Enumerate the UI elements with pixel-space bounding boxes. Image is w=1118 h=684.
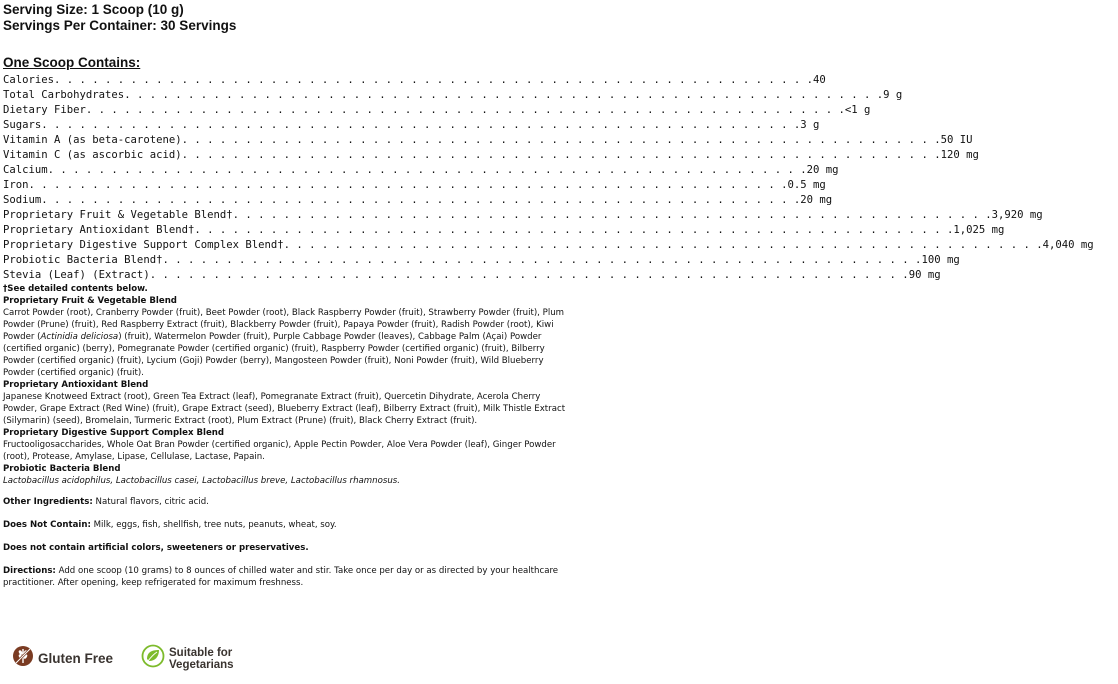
no-artificial-note: Does not contain artificial colors, sweeteners or preservatives. <box>3 543 309 553</box>
blend-digestive <box>3 427 575 463</box>
wheat-icon <box>12 645 34 672</box>
leader-dots: . . . . . . . . . . . . . . . . . . . . . . . . . . . . . . . . . . . . . . . . . . . . . . . . . . . . . . . . . . . . <box>54 74 814 86</box>
nutrient-name: Probiotic Bacteria Blend† <box>3 254 163 266</box>
nutrient-value: 3 g <box>800 119 820 131</box>
nutrient-row <box>3 253 960 268</box>
blend-title: Probiotic Bacteria Blend <box>3 464 121 474</box>
leader-dots: . . . . . . . . . . . . . . . . . . . . . . . . . . . . . . . . . . . . . . . . . . . . . . . . . . . . . . . . . . . . <box>28 179 788 191</box>
leader-dots: . . . . . . . . . . . . . . . . . . . . . . . . . . . . . . . . . . . . . . . . . . . . . . . . . . . . . . . . . . . . <box>181 149 941 161</box>
nutrient-row <box>3 193 833 208</box>
directions-text: Add one scoop (10 grams) to 8 ounces of chilled water and stir. Take once per day or as directed by your healthcare practitioner. After opening, keep refrigerated for maximum freshness. <box>3 566 559 588</box>
nutrient-value: 20 mg <box>800 194 833 206</box>
blend-ingredients: Fructooligosaccharides, Whole Oat Bran Powder (certified organic), Apple Pectin Powder, Aloe Vera Powder (leaf), Ginger Powder (root), Protease, Amylase, Lipase, Cellulase, Lactase, Papain. <box>3 440 556 462</box>
leader-dots: . . . . . . . . . . . . . . . . . . . . . . . . . . . . . . . . . . . . . . . . . . . . . . . . . . . . . . . . . . . . <box>85 104 845 116</box>
nutrient-row <box>3 103 871 118</box>
does-not-contain-text: Milk, eggs, fish, shellfish, tree nuts, peanuts, wheat, soy. <box>90 520 337 530</box>
nutrient-name: Vitamin C (as ascorbic acid) <box>3 149 182 161</box>
nutrient-row <box>3 238 1094 253</box>
leader-dots: . . . . . . . . . . . . . . . . . . . . . . . . . . . . . . . . . . . . . . . . . . . . . . . . . . . . . . . . . . . . <box>194 224 954 236</box>
nutrient-row <box>3 133 973 148</box>
leader-dots: . . . . . . . . . . . . . . . . . . . . . . . . . . . . . . . . . . . . . . . . . . . . . . . . . . . . . . . . . . . . <box>232 209 992 221</box>
nutrient-value: 100 mg <box>921 254 960 266</box>
nutrient-row <box>3 268 941 283</box>
nutrient-list <box>3 73 1094 283</box>
nutrient-name: Calories <box>3 74 55 86</box>
other-ingredients-text: Natural flavors, citric acid. <box>92 497 209 507</box>
does-not-contain <box>3 519 575 531</box>
contains-heading: One Scoop Contains: <box>3 55 141 70</box>
leaf-icon <box>141 644 165 673</box>
nutrient-row <box>3 178 826 193</box>
leader-dots: . . . . . . . . . . . . . . . . . . . . . . . . . . . . . . . . . . . . . . . . . . . . . . . . . . . . . . . . . . . . <box>181 134 941 146</box>
leader-dots: . . . . . . . . . . . . . . . . . . . . . . . . . . . . . . . . . . . . . . . . . . . . . . . . . . . . . . . . . . . . <box>283 239 1043 251</box>
nutrient-name: Calcium <box>3 164 48 176</box>
nutrient-value: 90 mg <box>908 269 941 281</box>
nutrient-name: Total Carbohydrates <box>3 89 125 101</box>
gluten-free-label: Gluten Free <box>38 651 114 666</box>
nutrient-name: Sodium <box>3 194 42 206</box>
does-not-contain-label: Does Not Contain: <box>3 520 91 530</box>
leader-dots: . . . . . . . . . . . . . . . . . . . . . . . . . . . . . . . . . . . . . . . . . . . . . . . . . . . . . . . . . . . . <box>41 194 801 206</box>
other-ingredients-label: Other Ingredients: <box>3 497 93 507</box>
nutrient-value: <1 g <box>844 104 871 116</box>
nutrient-value: 20 mg <box>806 164 839 176</box>
servings-per-container: Servings Per Container: 30 Servings <box>3 18 237 33</box>
blend-probiotic <box>3 463 575 487</box>
nutrient-value: 4,040 mg <box>1042 239 1094 251</box>
blend-fruit-veg <box>3 295 575 379</box>
leader-dots: . . . . . . . . . . . . . . . . . . . . . . . . . . . . . . . . . . . . . . . . . . . . . . . . . . . . . . . . . . . . <box>124 89 884 101</box>
blend-title: Proprietary Antioxidant Blend <box>3 380 149 390</box>
blend-ingredients: Japanese Knotweed Extract (root), Green Tea Extract (leaf), Pomegranate Extract (fruit), Quercetin Dihydrate, Acerola Cherry Powder, Grape Extract (Red Wine) (fruit), Grape Extract (seed), Blueberry Extract (leaf), Bilberry Extract (fruit), Milk Thistle Extract (Silymarin) (seed), Bromelain, Turmeric Extract (root), Plum Extract (Prune) (fruit), Black Cherry Extract (fruit). <box>3 392 566 426</box>
blend-title: Proprietary Fruit & Vegetable Blend <box>3 296 177 306</box>
nutrient-name: Proprietary Fruit & Vegetable Blend† <box>3 209 233 221</box>
other-ingredients <box>3 496 575 508</box>
nutrient-value: 40 <box>813 74 826 86</box>
nutrient-name: Proprietary Digestive Support Complex Blend† <box>3 239 284 251</box>
blend-antioxidant <box>3 379 575 427</box>
nutrient-value: 0.5 mg <box>787 179 826 191</box>
nutrient-name: Stevia (Leaf) (Extract) <box>3 269 150 281</box>
blend-text-italic: Actinidia deliciosa <box>40 332 119 342</box>
see-detailed-note: †See detailed contents below. <box>3 284 148 294</box>
leader-dots: . . . . . . . . . . . . . . . . . . . . . . . . . . . . . . . . . . . . . . . . . . . . . . . . . . . . . . . . . . . . <box>41 119 801 131</box>
blend-ingredients <box>3 307 575 379</box>
nutrient-row <box>3 208 1043 223</box>
leader-dots: . . . . . . . . . . . . . . . . . . . . . . . . . . . . . . . . . . . . . . . . . . . . . . . . . . . . . . . . . . . . <box>47 164 807 176</box>
nutrient-value: 1,025 mg <box>953 224 1005 236</box>
gluten-free-badge <box>12 645 113 672</box>
serving-size: Serving Size: 1 Scoop (10 g) <box>3 2 184 17</box>
leader-dots: . . . . . . . . . . . . . . . . . . . . . . . . . . . . . . . . . . . . . . . . . . . . . . . . . . . . . . . . . . . . <box>149 269 909 281</box>
nutrient-row <box>3 88 903 103</box>
nutrient-value: 3,920 mg <box>991 209 1043 221</box>
nutrient-value: 120 mg <box>940 149 979 161</box>
nutrient-name: Vitamin A (as beta-carotene) <box>3 134 182 146</box>
nutrient-row <box>3 118 820 133</box>
blend-text: ) (fruit), Watermelon Powder (fruit), Purple Cabbage Powder (leaves), Cabbage Palm (Açai) Powder (certified organic) (berry), Pomegranate Powder (certified organic) (fruit), Raspberry Powder (certified organic) (fruit), Bilberry Powder (certified organic) (fruit), Lycium (Goji) Powder (berry), Mangosteen Powder (fruit), Noni Powder (fruit), Wild Blueberry Powder (certified organic) (fruit). <box>3 332 545 378</box>
vegetarian-label: Suitable for Vegetarians <box>169 646 234 671</box>
nutrient-name: Proprietary Antioxidant Blend† <box>3 224 195 236</box>
nutrient-row <box>3 223 1005 238</box>
supplement-facts <box>3 0 1094 589</box>
nutrient-value: 9 g <box>883 89 903 101</box>
nutrient-value: 50 IU <box>940 134 973 146</box>
directions <box>3 565 575 589</box>
leader-dots: . . . . . . . . . . . . . . . . . . . . . . . . . . . . . . . . . . . . . . . . . . . . . . . . . . . . . . . . . . . . <box>162 254 922 266</box>
nutrient-row <box>3 73 826 88</box>
nutrient-name: Sugars <box>3 119 42 131</box>
nutrient-row <box>3 148 979 163</box>
nutrient-name: Iron <box>3 179 29 191</box>
blend-title: Proprietary Digestive Support Complex Blend <box>3 428 225 438</box>
blend-ingredients: Lactobacillus acidophilus, Lactobacillus casei, Lactobacillus breve, Lactobacillus rhamnosus. <box>3 476 401 486</box>
nutrient-row <box>3 163 839 178</box>
certification-badges <box>12 644 307 673</box>
directions-label: Directions: <box>3 566 56 576</box>
nutrient-name: Dietary Fiber <box>3 104 86 116</box>
vegetarian-badge <box>141 644 279 673</box>
blend-text: Carrot Powder (root), Cranberry Powder (fruit), Beet Powder (root), Black Raspberry Powder (fruit), Strawberry Powder (fruit), Plum Powder (Prune) (fruit), Red Raspberry Extract (fruit), Blackberry Powder (fruit), Papaya Powder (fruit), Radish Powder (root), Kiwi Powder ( <box>3 308 565 342</box>
